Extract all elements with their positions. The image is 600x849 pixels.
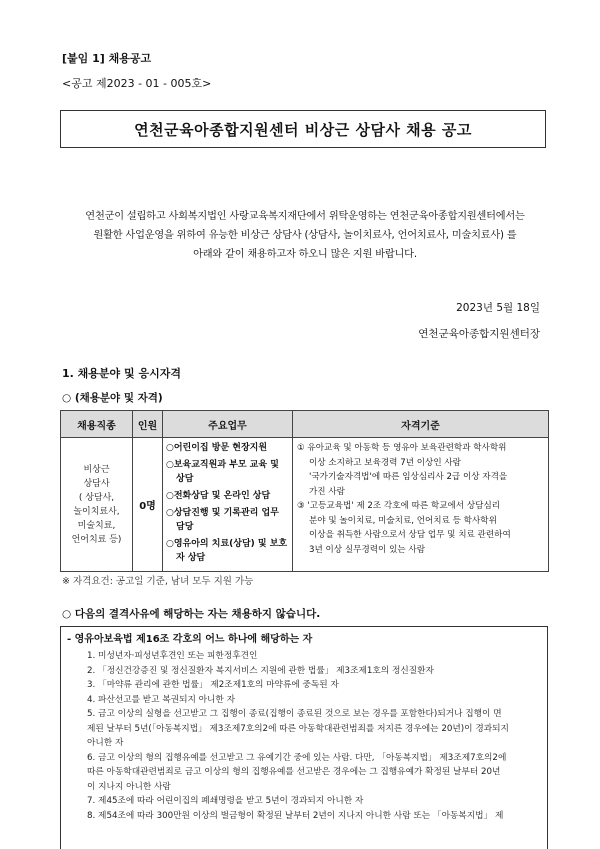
attachment-label: [붙임 1] 채용공고 xyxy=(62,52,152,65)
list-item: 아니한 자 xyxy=(87,738,124,748)
list-item: 5. 금고 이상의 실형을 선고받고 그 집행이 종료(집행이 종료된 것으로 보는 경우를 포함한다)되거나 집행이 면 xyxy=(87,709,502,719)
list-item: 제된 날부터 5년(「아동복지법」 제3조제7호의2에 따른 아동학대관련범죄를 저지른 경우에는 20년)이 경과되지 xyxy=(87,723,509,734)
duty-item: ○보육교직원과 부모 교육 및 상담 xyxy=(166,460,279,484)
list-item: 3. 「마약류 관리에 관한 법률」 제2조제1호의 마약류에 중독된 자 xyxy=(87,680,339,690)
intro-line: 연천군이 설립하고 사회복지법인 사랑교육복지재단에서 위탁운영하는 연천군육아종합지원센터에서는 xyxy=(85,211,525,222)
qual-line: 가진 사람 xyxy=(309,486,345,497)
disqualification-list xyxy=(87,649,541,823)
duty-item: ○어린이집 방문 현장지원 xyxy=(166,443,268,453)
organization-name: 연천군육아종합지원센터장 xyxy=(418,328,540,340)
page-title: 연천군육아종합지원센터 비상근 상담사 채용 공고 xyxy=(134,120,472,139)
section1-subheading: ○ (채용분야 및 자격) xyxy=(62,392,163,404)
job-line: ( 상담사, xyxy=(78,492,115,503)
header-duties: 주요업무 xyxy=(163,411,293,438)
qual-line: 이상 소지하고 보육경력 7년 이상인 사람 xyxy=(309,457,461,468)
duty-item: ○전화상담 및 온라인 상담 xyxy=(166,491,271,501)
list-item: 1. 미성년자·피성년후견인 또는 피한정후견인 xyxy=(87,651,258,661)
disqualification-box xyxy=(60,626,548,849)
disqualification-heading: - 영유아보육법 제16조 각호의 어느 하나에 해당하는 자 xyxy=(67,634,313,645)
job-line: 놀이치료사, xyxy=(73,506,120,517)
list-item: 7. 제45조에 따라 어린이집의 폐쇄명령을 받고 5년이 경과되지 아니한 자 xyxy=(87,796,364,806)
duty-item: ○상담진행 및 기록관리 업무 담당 xyxy=(166,508,279,532)
list-item: 따른 아동학대관련범죄로 금고 이상의 형의 집행유예를 선고받은 경우에는 그 집행유예가 확정된 날부터 20년 xyxy=(87,767,501,777)
header-job: 채용직종 xyxy=(61,411,133,438)
job-line: 미술치료, xyxy=(77,520,116,531)
notice-date: 2023년 5월 18일 xyxy=(456,302,540,314)
intro-paragraph xyxy=(55,207,555,264)
qual-line: 이상을 취득한 사람으로서 상담 업무 및 치료 관련하여 xyxy=(309,530,511,540)
job-line: 비상근 xyxy=(83,464,110,475)
table-row xyxy=(61,438,549,572)
list-item: 6. 금고 이상의 형의 집행유예를 선고받고 그 유예기간 중에 있는 사람. 다만, 「아동복지법」 제3조제7호의2에 xyxy=(87,752,507,763)
page-title-box xyxy=(60,110,546,148)
qual-line: ① 유아교육 및 아동학 등 영유아 보육관련학과 학사학위 xyxy=(297,443,507,453)
eligibility-note: ※ 자격요건: 공고일 기준, 남녀 모두 지원 가능 xyxy=(62,576,254,587)
qual-line: 3년 이상 실무경력이 있는 사람 xyxy=(309,544,426,555)
duties-cell xyxy=(163,438,293,572)
section1-heading: 1. 채용분야 및 응시자격 xyxy=(62,367,181,380)
list-item: 4. 파산선고를 받고 복권되지 아니한 자 xyxy=(87,694,235,705)
duty-item: ○영유아의 치료(상담) 및 보호자 상담 xyxy=(166,539,288,563)
list-item: 이 지나지 아니한 사람 xyxy=(87,781,171,792)
qual-line: ③ '고등교육법' 제 2조 각호에 따른 학교에서 상담심리 xyxy=(297,501,501,511)
job-line: 상담사 xyxy=(83,478,110,489)
qualification-cell xyxy=(293,438,549,572)
qual-line: '국가기술자격법'에 따른 임상심리사 2급 이상 자격을 xyxy=(309,472,508,482)
notice-number: <공고 제2023 - 01 - 005호> xyxy=(62,77,212,90)
table-header-row xyxy=(61,411,549,438)
intro-line: 원활한 사업운영을 위하여 유능한 비상근 상담사 (상담사, 놀이치료사, 언어치료사, 미술치료사) 를 xyxy=(93,230,517,241)
intro-line: 아래와 같이 채용하고자 하오니 많은 지원 바랍니다. xyxy=(193,249,417,260)
list-item: 8. 제54조에 따라 300만원 이상의 벌금형이 확정된 날부터 2년이 지나지 아니한 사람 또는 「아동복지법」 제 xyxy=(87,810,504,821)
job-cell xyxy=(61,438,133,572)
header-qualification: 자격기준 xyxy=(293,411,549,438)
header-count: 인원 xyxy=(133,411,163,438)
section2-heading: ○ 다음의 결격사유에 해당하는 자는 채용하지 않습니다. xyxy=(62,608,321,620)
list-item: 2. 「정신건강증진 및 정신질환자 복지서비스 지원에 관한 법률」 제3조제1호의 정신질환자 xyxy=(87,665,434,676)
job-line: 언어치료 등) xyxy=(71,534,122,545)
qual-line: 분야 및 놀이치료, 미술치료, 언어치료 등 학사학위 xyxy=(309,515,497,526)
recruitment-table xyxy=(60,410,549,572)
count-cell: 0명 xyxy=(133,438,163,572)
